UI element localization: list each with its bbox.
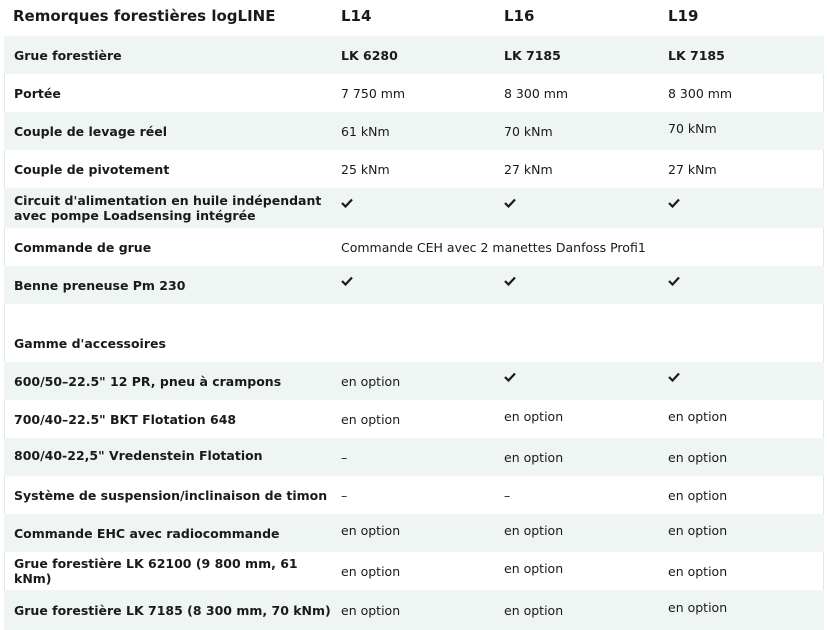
table-row [4, 552, 824, 590]
table-row [4, 150, 824, 188]
row-label: Circuit d'alimentation en huile indépendant avec pompe Loadsensing intégrée [14, 193, 322, 223]
cell-value: LK 6280 [341, 47, 398, 63]
cell-value: en option [668, 523, 728, 538]
row-label: Commande EHC avec radiocommande [14, 525, 280, 541]
column-header-l16: L16 [504, 6, 535, 25]
cell-value: en option [341, 602, 401, 618]
table-row [4, 36, 824, 74]
cell-value: – [504, 487, 511, 503]
row-label: Couple de pivotement [14, 161, 170, 177]
cell-value: en option [341, 411, 401, 427]
cell-value: en option [504, 602, 564, 618]
cell-value: en option [341, 563, 401, 579]
check-icon [668, 266, 818, 304]
cell-value: LK 7185 [668, 47, 725, 63]
row-label: Grue forestière LK 7185 (8 300 mm, 70 kNm) [14, 602, 331, 618]
table-row [4, 74, 824, 112]
cell-value: 61 kNm [341, 123, 390, 139]
table-row [4, 362, 824, 400]
table-row [4, 514, 824, 552]
row-label: Grue forestière LK 62100 (9 800 mm, 61 kNm) [14, 556, 298, 586]
table-title: Remorques forestières logLINE [13, 6, 276, 25]
check-icon [668, 188, 818, 228]
row-label: 700/40–22.5" BKT Flotation 648 [14, 411, 237, 427]
table-row [4, 266, 824, 304]
table-row [4, 476, 824, 514]
cell-value: en option [341, 373, 401, 389]
cell-value: 27 kNm [668, 161, 717, 177]
check-icon [504, 188, 664, 228]
cell-value: en option [668, 409, 728, 424]
cell-value: en option [668, 600, 728, 615]
cell-value: en option [668, 487, 728, 503]
column-header-l19: L19 [668, 6, 699, 25]
cell-value: 7 750 mm [341, 85, 406, 101]
check-icon [341, 266, 501, 304]
cell-value: 27 kNm [504, 161, 553, 177]
cell-value: en option [504, 561, 564, 576]
table-row [4, 188, 824, 228]
row-label: Commande de grue [14, 239, 152, 255]
cell-value: en option [668, 563, 728, 579]
column-header-l14: L14 [341, 6, 372, 25]
cell-value: 70 kNm [668, 121, 717, 136]
table-row [4, 112, 824, 150]
table-header [4, 0, 824, 32]
check-icon [504, 362, 664, 400]
cell-value: 8 300 mm [668, 85, 733, 101]
cell-value-span: Commande CEH avec 2 manettes Danfoss Profi1 [341, 239, 646, 255]
table-row [4, 228, 824, 266]
row-label: 600/50–22.5" 12 PR, pneu à crampons [14, 373, 282, 389]
check-icon [504, 266, 664, 304]
cell-value: 25 kNm [341, 161, 390, 177]
row-label: Couple de levage réel [14, 123, 168, 139]
cell-value: en option [504, 523, 564, 538]
table-row [4, 590, 824, 630]
row-label: 800/40-22,5" Vredenstein Flotation [14, 448, 263, 463]
row-label: Portée [14, 85, 61, 101]
row-label: Système de suspension/inclinaison de timon [14, 487, 328, 503]
section-heading: Gamme d'accessoires [14, 336, 166, 351]
cell-value: en option [504, 409, 564, 424]
check-icon [668, 362, 818, 400]
cell-value: 8 300 mm [504, 85, 569, 101]
table-row [4, 400, 824, 438]
cell-value: en option [668, 449, 728, 465]
check-icon [341, 188, 501, 228]
cell-value: 70 kNm [504, 123, 553, 139]
cell-value: LK 7185 [504, 47, 561, 63]
section-heading-row [4, 304, 824, 362]
row-label: Grue forestière [14, 47, 122, 63]
cell-value: – [341, 449, 348, 465]
row-label: Benne preneuse Pm 230 [14, 277, 186, 293]
cell-value: – [341, 487, 348, 503]
cell-value: en option [341, 523, 401, 538]
cell-value: en option [504, 449, 564, 465]
table-row [4, 438, 824, 476]
